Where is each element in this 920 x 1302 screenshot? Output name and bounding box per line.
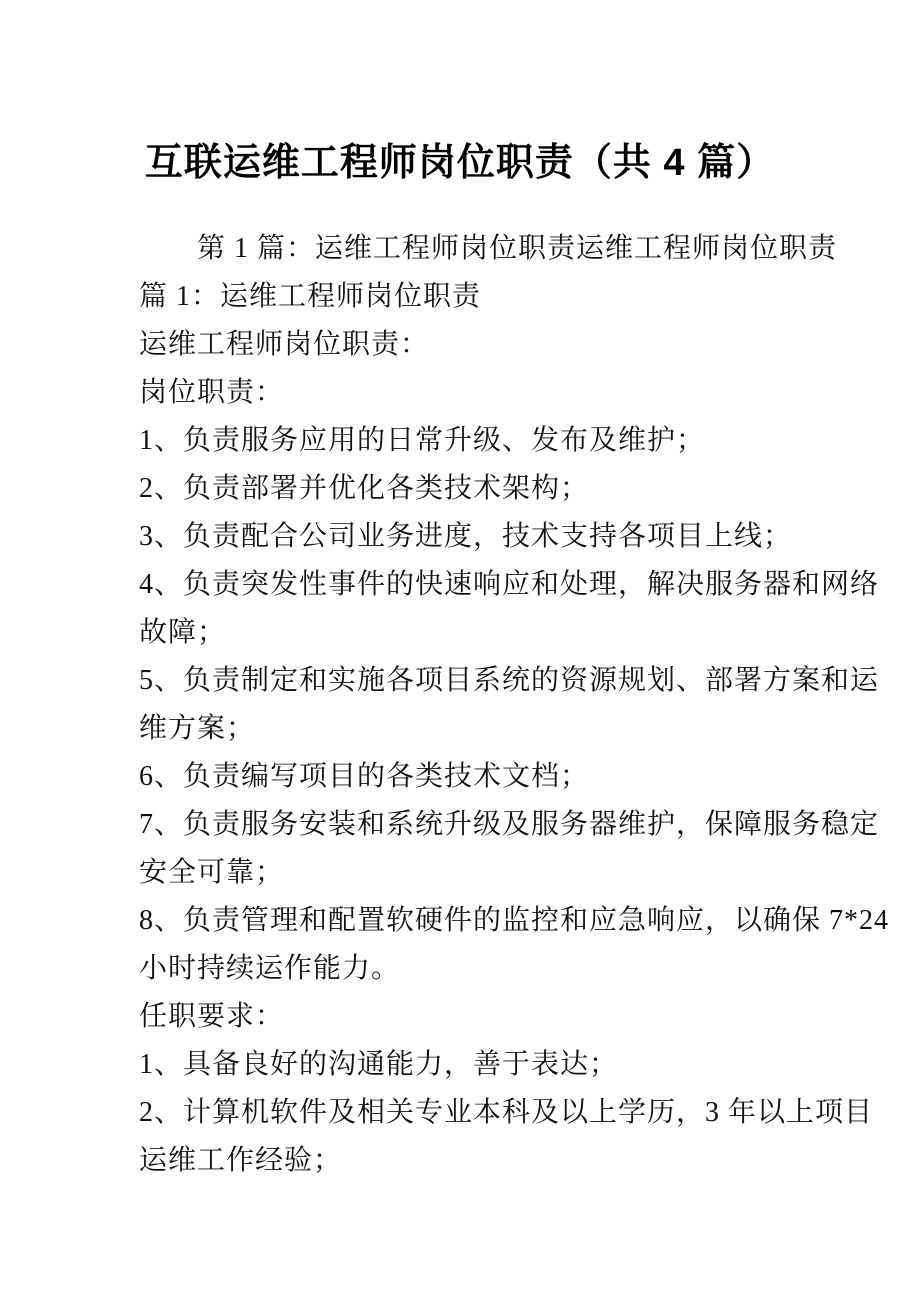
document-line: 运维工程师岗位职责： bbox=[139, 329, 430, 360]
document-line: 维方案； bbox=[139, 713, 256, 744]
document-line: 第 1 篇：运维工程师岗位职责运维工程师岗位职责 bbox=[197, 233, 838, 264]
document-line: 2、计算机软件及相关专业本科及以上学历，3 年以上项目 bbox=[139, 1097, 874, 1128]
document-line: 8、负责管理和配置软硬件的监控和应急响应，以确保 7*24 bbox=[139, 905, 890, 936]
document-line: 故障； bbox=[139, 617, 227, 648]
document-line: 5、负责制定和实施各项目系统的资源规划、部署方案和运 bbox=[139, 665, 880, 696]
document-line: 安全可靠； bbox=[139, 857, 285, 888]
document-line: 6、负责编写项目的各类技术文档； bbox=[139, 761, 590, 792]
document-line: 7、负责服务安装和系统升级及服务器维护，保障服务稳定 bbox=[139, 809, 880, 840]
document-line: 篇 1：运维工程师岗位职责 bbox=[139, 281, 482, 312]
page-title: 互联运维工程师岗位职责（共 4 篇） bbox=[144, 142, 776, 184]
document-line: 任职要求： bbox=[139, 1001, 285, 1032]
document-line: 岗位职责： bbox=[139, 377, 285, 408]
document-body bbox=[0, 225, 920, 1185]
document-line: 1、具备良好的沟通能力，善于表达； bbox=[139, 1049, 619, 1080]
document-line: 4、负责突发性事件的快速响应和处理，解决服务器和网络 bbox=[139, 569, 880, 600]
document-line: 2、负责部署并优化各类技术架构； bbox=[139, 473, 590, 504]
document-line: 1、负责服务应用的日常升级、发布及维护； bbox=[139, 425, 706, 456]
document-line: 运维工作经验； bbox=[139, 1145, 343, 1176]
document-line: 3、负责配合公司业务进度，技术支持各项目上线； bbox=[139, 521, 793, 552]
document-line: 小时持续运作能力。 bbox=[139, 953, 401, 984]
